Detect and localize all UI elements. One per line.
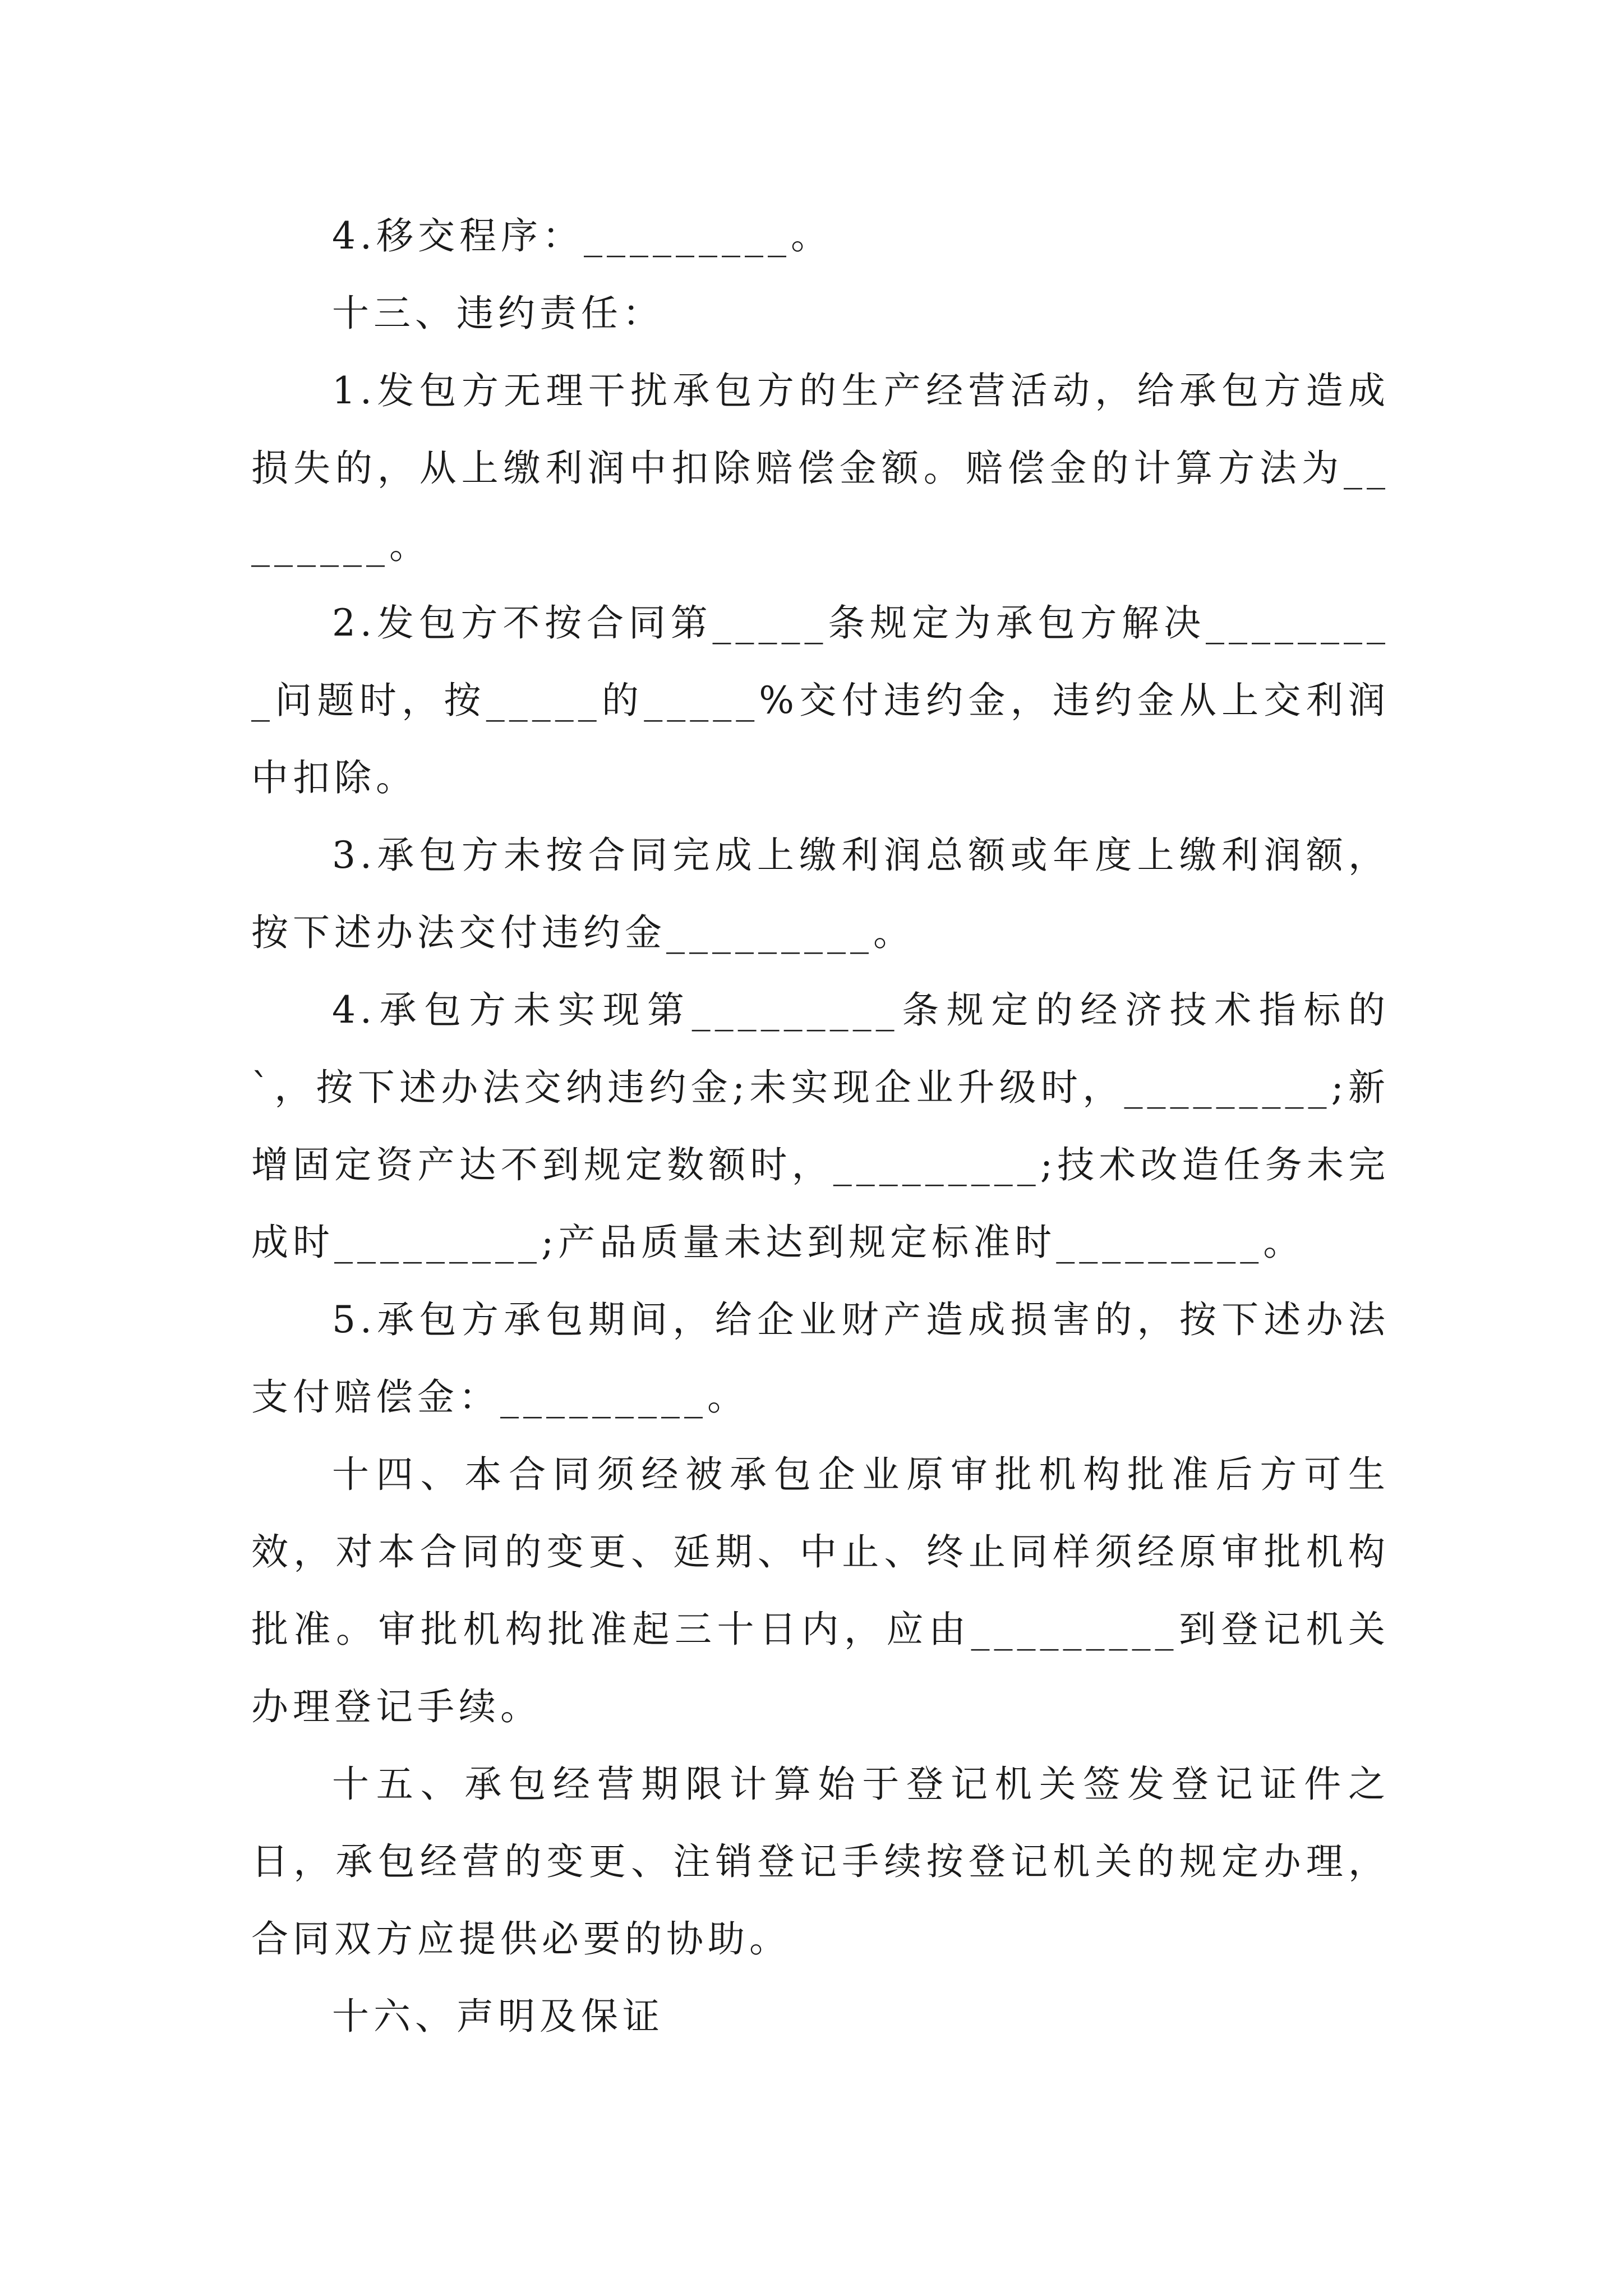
paragraph-clause-4: 4.承包方未实现第_________条规定的经济技术指标的`，按下述办法交纳违约金;未实现企业升级时，_________;新增固定资产达不到规定数额时，_________;技术改造任务未完成时_________;产品质量未达到规定标准时_________。 — [251, 988, 1390, 1264]
paragraph-clause-5: 5.承包方承包期间，给企业财产造成损害的，按下述办法支付赔偿金：_________。 — [251, 1298, 1390, 1419]
paragraph-clause-1: 1.发包方无理干扰承包方的生产经营活动，给承包方造成损失的，从上缴利润中扣除赔偿金额。赔偿金的计算方法为________。 — [251, 369, 1390, 567]
paragraph-handover-procedure: 4.移交程序：_________。 — [332, 214, 832, 257]
paragraph-clause-3: 3.承包方未按合同完成上缴利润总额或年度上缴利润额，按下述办法交付违约金_________。 — [251, 834, 1390, 954]
paragraph-article-15: 十五、承包经营期限计算始于登记机关签发登记证件之日，承包经营的变更、注销登记手续按登记机关的规定办理，合同双方应提供必要的协助。 — [251, 1763, 1390, 1961]
paragraph-article-14: 十四、本合同须经被承包企业原审批机构批准后方可生效，对本合同的变更、延期、中止、终止同样须经原审批机构批准。审批机构批准起三十日内，应由_________到登记机关办理登记手续。 — [251, 1453, 1390, 1728]
document-body — [251, 197, 1390, 2055]
heading-declarations-warranties: 十六、声明及保证 — [332, 1995, 664, 2038]
heading-breach-liability: 十三、违约责任： — [332, 292, 664, 335]
paragraph-clause-2: 2.发包方不按合同第_____条规定为承包方解决_________问题时，按_____的_____%交付违约金，违约金从上交利润中扣除。 — [251, 601, 1390, 799]
